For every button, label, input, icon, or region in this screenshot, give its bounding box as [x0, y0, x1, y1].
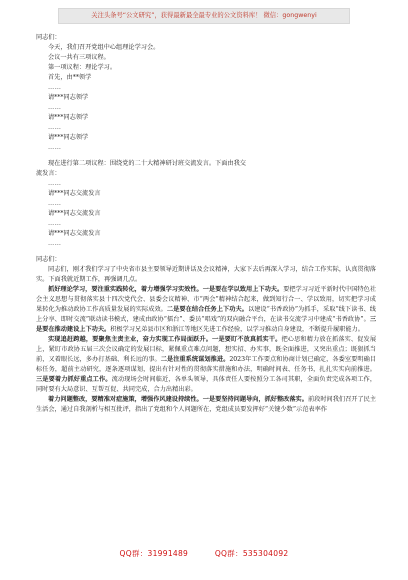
- invite-speak-1: 请***同志交流发言: [48, 190, 101, 197]
- qq-group-1: QQ群：31991489: [119, 549, 189, 558]
- speech-greeting: 同志们：: [36, 256, 61, 263]
- item1-line: 第一项议程：理论学习。: [48, 64, 117, 71]
- ellipsis: ……: [48, 124, 62, 131]
- ellipsis: ……: [48, 84, 62, 91]
- ellipsis: ……: [48, 144, 62, 151]
- point-1-text-1: 要把学习习近平新时代中国特色社会主义思想与贯彻落实县十四次党代会、县委会议精神、市“两会”精神结合起来，做到知行合一、学以致用，切实把学习成果转化为推动政协工作高质量发展的实际成效。: [36, 286, 377, 313]
- point-2-heading: 实现追赶跨越，要聚焦主责主业，奋力实现工作局面跃升。一是要盯不放真抓实干。: [48, 336, 282, 343]
- speech-point-1: [36, 285, 376, 335]
- point-2-heading-2: 二是注重系统谋划推进。: [160, 356, 230, 363]
- items-count-line: 会议一共有三项议程。: [48, 54, 110, 61]
- item2-line-a: 现在进行第二项议程：围绕党的二十大精神研讨班交流发言。下面由我交: [48, 160, 246, 167]
- point-2-text-3: 流动现场会时间临近，各单头领导，具体责任人要按照分工各司其职，全面负责完成各项工作，同时要有大局意识、互帮互促、共同完成，合力出精出彩。: [36, 376, 377, 393]
- footer-contacts: [0, 548, 408, 559]
- ellipsis: ……: [48, 240, 62, 247]
- qq-group-2: QQ群：535304092: [214, 549, 289, 558]
- speech-intro: 同志们，刚才我们学习了中央省市县主要领导近期讲话及会议精神，大家下去后再深入学习，结合工作实际，认真贯彻落实。下面我就近期工作，再强调几点。: [36, 266, 376, 283]
- item2-line-b: 流发言：: [36, 170, 61, 177]
- point-1-text-2: 以建设“书香政协”为抓手，采取“线下读书、线上分享、即时交流”联动读书模式，建成由政协“擂台”、委员“唱戏”的双向融合平台，在读书交流学习中建成“书香政协”。: [36, 306, 376, 323]
- document-body: [36, 33, 376, 415]
- ellipsis: ……: [48, 200, 62, 207]
- ellipsis: ……: [48, 180, 62, 187]
- invite-study-2: 请***同志领学: [48, 114, 89, 121]
- invite-study-1: 请***同志领学: [48, 94, 89, 101]
- speech-point-3: [36, 395, 376, 415]
- ellipsis: ……: [48, 220, 62, 227]
- point-2-text-1: 把心思和精力放在抓落实、促发展上，紧盯市政协五届三次会议确定的发展目标，紧佩重点难点问题，想实招、办实事，既全面推进，又突出重点；既狠抓当前，又着眼长远，多办打基础、利长远的事。: [36, 336, 377, 363]
- point-1-text-3: 积极学习兄弟县市区和浙江等地区先进工作经验，以学习推动自身建设，不断提升履职能力。: [110, 326, 364, 333]
- point-2-text-2: 2023年工作要点和协商计划已确定，各委室要明确目标任务，超前主动研究，逐条逐项谋划，提出有针对性的贯彻落实措施和办法，明确时间表、任务书，扎扎实实向前推进。: [36, 356, 377, 373]
- point-3-text-1: 前段时间我们召开了民主生活会，通过自我剖析与相互批评，指出了党组和个人问题所在，党组成员要发挥好“关键少数”示范表率作: [36, 396, 377, 413]
- invite-study-3: 请***同志领学: [48, 134, 89, 141]
- point-2-heading-3: 三是要着力抓好重点工作。: [36, 376, 112, 383]
- point-1-heading-2: 二是要在结合任务上下功夫。: [166, 306, 248, 313]
- point-3-heading: 着力问题整改，要精准对症施策，增强作风建设持续性。一是要坚持问题导向，抓好整改落实。: [48, 396, 308, 403]
- point-1-heading-3: 三是要在推动建设上下功夫。: [36, 316, 376, 333]
- top-banner: 关注头条号“公文研究”，获得最新最全最专业的公文资料库！ 微信：gongwenyi: [58, 8, 350, 24]
- invite-speak-2: 请***同志交流发言: [48, 210, 101, 217]
- opening-line: 今天，我们召开党组中心组理论学习会。: [48, 44, 160, 51]
- greeting: 同志们：: [36, 34, 61, 41]
- point-1-heading: 抓好理论学习，要注重实践转化，着力增强学习实效性。一是要在学以致用上下功夫。: [48, 286, 284, 293]
- ellipsis: ……: [48, 104, 62, 111]
- invite-speak-3: 请***同志交流发言: [48, 230, 101, 237]
- first-lead-line: 首先，由**领学: [48, 74, 92, 81]
- speech-point-2: [36, 335, 376, 395]
